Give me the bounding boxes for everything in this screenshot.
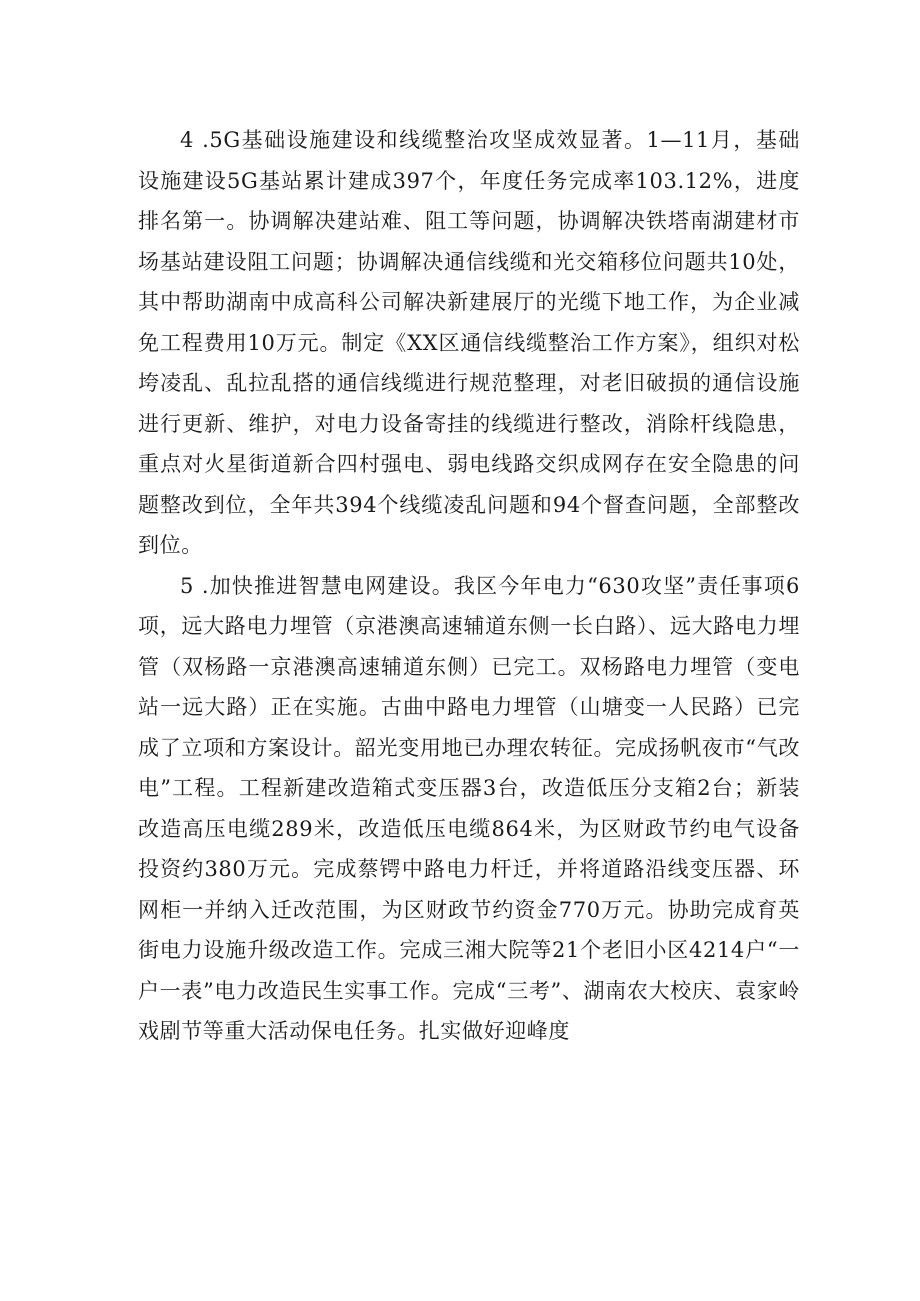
paragraph-smart-grid: 5 .加快推进智慧电网建设。我区今年电力“630攻坚”责任事项6项，远大路电力埋管（京港澳高速辅道东侧一长白路）、远大路电力埋管（双杨路一京港澳高速辅道东侧）已完工。双杨路电力埋管（变电站一远大路）正在实施。古曲中路电力埋管（山塘变一人民路）已完成了立项和方案设计。韶光变用地已办理农转征。完成扬帆夜市“气改电”工程。工程新建改造箱式变压器3台，改造低压分支箱2台；新装改造高压电缆289米，改造低压电缆864米，为区财政节约电气设备投资约380万元。完成蔡锷中路电力杆迁，并将道路沿线变压器、环网柜一并纳入迁改范围，为区财政节约资金770万元。协助完成育英街电力设施升级改造工作。完成三湘大院等21个老旧小区4214户“一户一表”电力改造民生实事工作。完成“三考”、湖南农大校庆、袁家岭戏剧节等重大活动保电任务。扎实做好迎峰度 (138, 573, 800, 1043)
paragraph-5g-infrastructure: 4 .5G基础设施建设和线缆整治攻坚成效显著。1—11月，基础设施建设5G基站累计建成397个，年度任务完成率103.12%，进度排名第一。协调解决建站难、阻工等问题，协调解决铁塔南湖建材市场基站建设阻工问题；协调解决通信线缆和光交箱移位问题共10处，其中帮助湖南中成高科公司解决新建展厅的光缆下地工作，为企业减免工程费用10万元。制定《XX区通信线缆整治工作方案》，组织对松垮凌乱、乱拉乱搭的通信线缆进行规范整理，对老旧破损的通信设施进行更新、维护，对电力设备寄挂的线缆进行整改，消除杆线隐患，重点对火星街道新合四村强电、弱电线路交织成网存在安全隐患的问题整改到位，全年共394个线缆凌乱问题和94个督查问题，全部整改到位。 (138, 128, 800, 557)
document-body (138, 120, 800, 1052)
